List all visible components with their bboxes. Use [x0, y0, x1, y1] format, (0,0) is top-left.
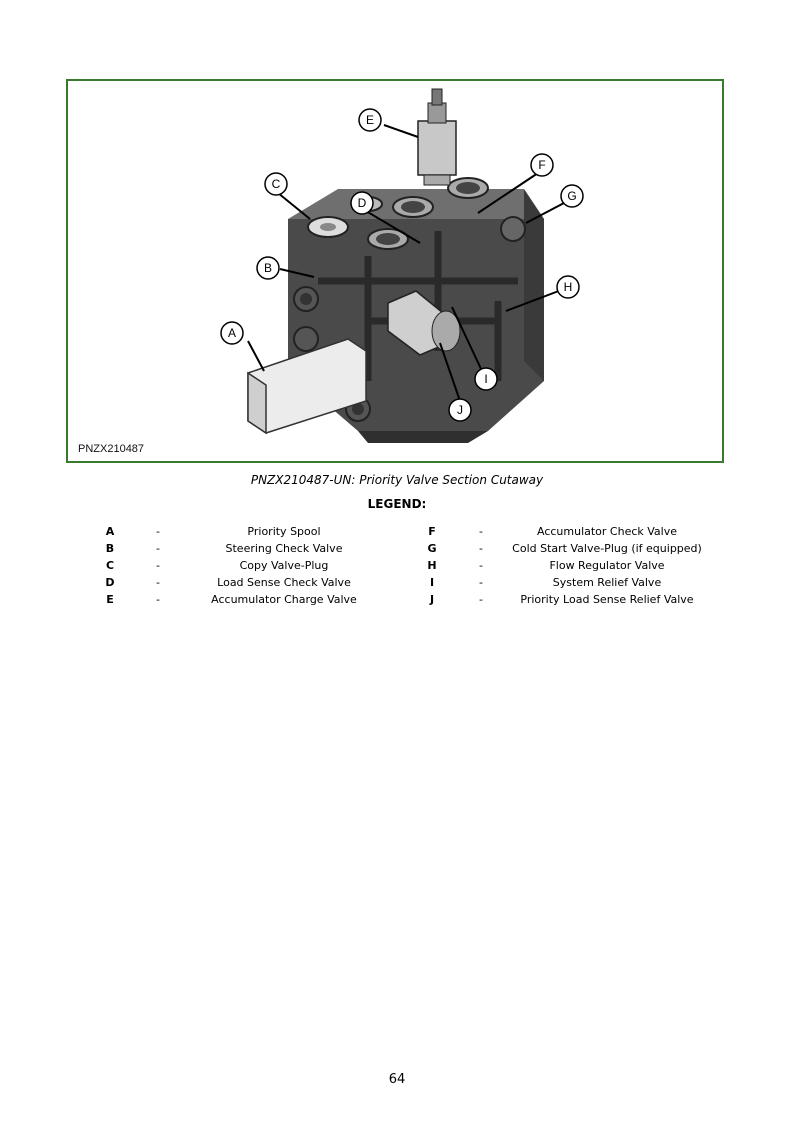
legend-key: F — [428, 525, 436, 538]
callout-b-label: B — [263, 261, 273, 275]
legend-key: G — [427, 542, 437, 555]
legend-label: System Relief Valve — [552, 576, 662, 589]
legend-label: Priority Spool — [247, 525, 321, 538]
legend-separator: - — [156, 576, 160, 589]
legend-title: LEGEND: — [367, 497, 427, 511]
legend-key: C — [105, 559, 115, 572]
accumulator-charge-valve-graphic — [418, 89, 456, 185]
callout-c-label: C — [271, 177, 281, 191]
figure-caption: PNZX210487-UN: Priority Valve Section Cutaway — [250, 473, 544, 487]
legend-label: Accumulator Charge Valve — [211, 593, 357, 606]
legend-row — [0, 557, 794, 574]
legend-separator: - — [156, 542, 160, 555]
legend-label: Copy Valve-Plug — [239, 559, 329, 572]
legend-separator: - — [479, 593, 483, 606]
page-number: 64 — [388, 1072, 406, 1087]
legend-row — [0, 574, 794, 591]
callout-d-label: D — [357, 196, 367, 210]
legend-separator: - — [479, 559, 483, 572]
callout-a-label: A — [227, 326, 237, 340]
legend-label: Steering Check Valve — [225, 542, 343, 555]
legend-label: Flow Regulator Valve — [549, 559, 665, 572]
callout-g-label: G — [567, 189, 577, 203]
legend-row — [0, 540, 794, 557]
callout-h-label: H — [563, 280, 573, 294]
legend-row — [0, 591, 794, 608]
legend-label: Cold Start Valve-Plug (if equipped) — [512, 542, 702, 555]
legend-label: Priority Load Sense Relief Valve — [520, 593, 694, 606]
priority-valve-illustration — [68, 81, 722, 461]
legend-separator: - — [156, 559, 160, 572]
legend-label: Load Sense Check Valve — [217, 576, 351, 589]
legend-separator: - — [156, 525, 160, 538]
legend-key: B — [105, 542, 115, 555]
legend-key: D — [105, 576, 115, 589]
legend-key: H — [427, 559, 437, 572]
figure-frame — [66, 79, 724, 463]
callout-j-label: J — [457, 403, 463, 417]
legend-label: Accumulator Check Valve — [536, 525, 678, 538]
figure-id: PNZX210487 — [78, 443, 145, 455]
legend-key: J — [429, 593, 435, 606]
callout-f-label: F — [538, 158, 546, 172]
legend-key: E — [106, 593, 114, 606]
legend-separator: - — [479, 542, 483, 555]
callout-i-label: I — [484, 372, 488, 386]
callout-e-label: E — [365, 113, 375, 127]
legend-separator: - — [479, 525, 483, 538]
legend-separator: - — [156, 593, 160, 606]
legend-row — [0, 523, 794, 540]
legend-key: I — [429, 576, 435, 589]
legend-key: A — [105, 525, 115, 538]
legend-separator: - — [479, 576, 483, 589]
